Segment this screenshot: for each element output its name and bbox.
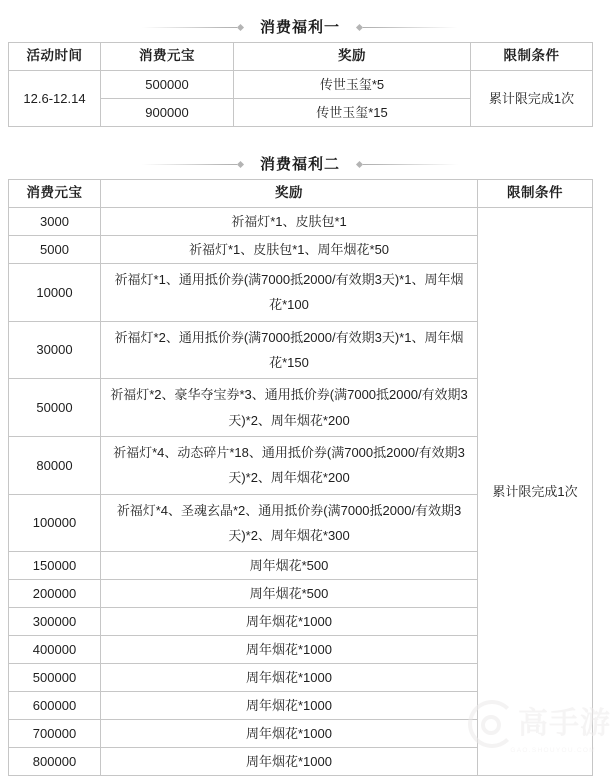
cell-reward: 周年烟花*1000 bbox=[101, 720, 478, 748]
section-heading-1: 消费福利一 bbox=[259, 18, 340, 36]
cell-spend: 500000 bbox=[9, 664, 101, 692]
cell-spend: 80000 bbox=[9, 437, 101, 495]
cell-spend: 800000 bbox=[9, 748, 101, 776]
cell-reward: 祈福灯*4、动态碎片*18、通用抵价券(满7000抵2000/有效期3天)*2、周年烟花*200 bbox=[101, 437, 478, 495]
cell-reward: 周年烟花*500 bbox=[101, 552, 478, 580]
cell-spend: 700000 bbox=[9, 720, 101, 748]
cell-reward: 祈福灯*2、豪华夺宝券*3、通用抵价券(满7000抵2000/有效期3天)*2、周年烟花*200 bbox=[101, 379, 478, 437]
table-row bbox=[9, 71, 593, 99]
section-heading-2: 消费福利二 bbox=[259, 155, 340, 173]
title-rule-right bbox=[363, 164, 458, 165]
section-spacer bbox=[0, 127, 600, 149]
cell-reward: 周年烟花*1000 bbox=[101, 608, 478, 636]
cell-spend: 400000 bbox=[9, 636, 101, 664]
cell-reward: 祈福灯*1、通用抵价券(满7000抵2000/有效期3天)*1、周年烟花*100 bbox=[101, 264, 478, 322]
cell-reward: 周年烟花*500 bbox=[101, 580, 478, 608]
cell-spend: 900000 bbox=[101, 99, 234, 127]
table-body-2 bbox=[9, 208, 593, 776]
watermark-text: 高手游 bbox=[518, 707, 611, 740]
benefit-table-2 bbox=[8, 179, 593, 776]
diamond-icon bbox=[237, 160, 244, 167]
diamond-icon bbox=[356, 160, 363, 167]
table-wrap-1 bbox=[0, 42, 600, 127]
diamond-icon bbox=[237, 23, 244, 30]
col-header-spend: 消费元宝 bbox=[101, 43, 234, 71]
col-header-spend: 消费元宝 bbox=[9, 180, 101, 208]
col-header-limit: 限制条件 bbox=[478, 180, 593, 208]
cell-spend: 3000 bbox=[9, 208, 101, 236]
cell-limit: 累计限完成1次 bbox=[471, 71, 593, 127]
table-header-1 bbox=[9, 43, 593, 71]
title-rule-left bbox=[142, 27, 237, 28]
cell-spend: 50000 bbox=[9, 379, 101, 437]
title-rule-left bbox=[142, 164, 237, 165]
table-row bbox=[9, 208, 593, 236]
cell-spend: 100000 bbox=[9, 494, 101, 552]
section-title-1 bbox=[0, 12, 600, 42]
cell-spend: 600000 bbox=[9, 692, 101, 720]
cell-reward: 周年烟花*1000 bbox=[101, 748, 478, 776]
cell-period: 12.6-12.14 bbox=[9, 71, 101, 127]
cell-limit: 累计限完成1次 bbox=[478, 208, 593, 776]
col-header-limit: 限制条件 bbox=[471, 43, 593, 71]
cell-spend: 300000 bbox=[9, 608, 101, 636]
cell-reward: 祈福灯*2、通用抵价券(满7000抵2000/有效期3天)*1、周年烟花*150 bbox=[101, 321, 478, 379]
col-header-reward: 奖励 bbox=[234, 43, 471, 71]
cell-spend: 5000 bbox=[9, 236, 101, 264]
cell-reward: 祈福灯*1、皮肤包*1 bbox=[101, 208, 478, 236]
title-rule-right bbox=[363, 27, 458, 28]
cell-reward: 祈福灯*4、圣魂玄晶*2、通用抵价券(满7000抵2000/有效期3天)*2、周年烟花*300 bbox=[101, 494, 478, 552]
cell-reward: 周年烟花*1000 bbox=[101, 692, 478, 720]
cell-reward: 周年烟花*1000 bbox=[101, 664, 478, 692]
benefit-table-1 bbox=[8, 42, 593, 127]
cell-spend: 200000 bbox=[9, 580, 101, 608]
top-spacer bbox=[0, 0, 600, 12]
cell-spend: 10000 bbox=[9, 264, 101, 322]
diamond-icon bbox=[356, 23, 363, 30]
table-header-row bbox=[9, 43, 593, 71]
cell-reward: 传世玉玺*5 bbox=[234, 71, 471, 99]
cell-spend: 30000 bbox=[9, 321, 101, 379]
cell-reward: 祈福灯*1、皮肤包*1、周年烟花*50 bbox=[101, 236, 478, 264]
cell-spend: 500000 bbox=[101, 71, 234, 99]
col-header-period: 活动时间 bbox=[9, 43, 101, 71]
table-wrap-2 bbox=[0, 179, 600, 776]
cell-reward: 传世玉玺*15 bbox=[234, 99, 471, 127]
cell-spend: 150000 bbox=[9, 552, 101, 580]
table-header-2 bbox=[9, 180, 593, 208]
col-header-reward: 奖励 bbox=[101, 180, 478, 208]
cell-reward: 周年烟花*1000 bbox=[101, 636, 478, 664]
watermark-subtext: GAO.SHOUYOU.COM bbox=[510, 747, 596, 754]
section-title-2 bbox=[0, 149, 600, 179]
table-header-row bbox=[9, 180, 593, 208]
table-body-1 bbox=[9, 71, 593, 127]
